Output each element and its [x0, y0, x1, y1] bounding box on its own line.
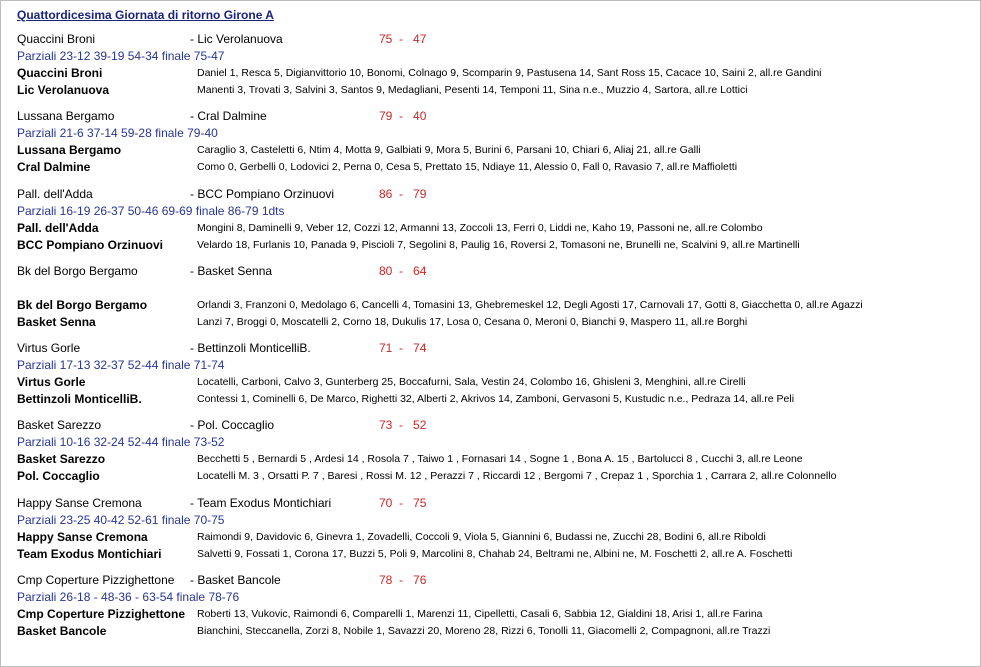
player-scores: Velardo 18, Furlanis 10, Panada 9, Piscioli 7, Segolini 8, Paulig 16, Roversi 2, Tomasoni ne, Brunelli ne, Scalvini 9, all.re Martinelli	[197, 239, 800, 251]
roster-team-name: Bk del Borgo Bergamo	[17, 298, 148, 312]
player-scores: Daniel 1, Resca 5, Digianvittorio 10, Bonomi, Colnago 9, Scomparin 9, Pastusena 14, Sant Ross 15, Cacace 10, Saini 2, all.re Gandini	[197, 67, 822, 79]
roster-team-name: Basket Sarezzo	[17, 452, 106, 466]
away-team-name: - Lic Verolanuova	[190, 32, 283, 46]
home-team-name: Basket Sarezzo	[17, 418, 102, 432]
home-team-name: Lussana Bergamo	[17, 109, 115, 123]
player-scores: Orlandi 3, Franzoni 0, Medolago 6, Cancelli 4, Tomasini 13, Ghebremeskel 12, Degli Agosti 17, Carnovali 17, Gotti 8, Giacchetta 0, all.re Agazzi	[197, 299, 863, 311]
match-block	[1, 263, 980, 340]
roster-team-name: Cral Dalmine	[17, 160, 91, 174]
roster-team-name: Team Exodus Montichiari	[17, 547, 162, 561]
away-team-name: - Bettinzoli MonticelliB.	[190, 341, 311, 355]
partial-scores: Parziali 10-16 32-24 52-44 finale 73-52	[17, 435, 225, 449]
away-team-name: - Pol. Coccaglio	[190, 418, 275, 432]
player-scores: Contessi 1, Cominelli 6, De Marco, Righetti 32, Alberti 2, Akrivos 14, Zamboni, Gervasoni 5, Kustudic n.e., Pedraza 14, all.re Peli	[197, 393, 795, 405]
player-scores: Locatelli, Carboni, Calvo 3, Gunterberg 25, Boccafurni, Sala, Vestin 24, Colombo 16, Ghisleni 3, Menghini, all.re Cirelli	[197, 376, 746, 388]
away-team-name: - Team Exodus Montichiari	[190, 496, 332, 510]
home-team-name: Virtus Gorle	[17, 341, 81, 355]
home-team-name: Pall. dell'Adda	[17, 187, 93, 201]
roster-team-name: Lic Verolanuova	[17, 83, 110, 97]
player-scores: Becchetti 5 , Bernardi 5 , Ardesi 14 , Rosola 7 , Taiwo 1 , Fornasari 14 , Sogne 1 , Bona A. 15 , Bartolucci 8 , Cucchi 3, all.re Leone	[197, 453, 803, 465]
partial-scores: Parziali 26-18 - 48-36 - 63-54 finale 78-76	[17, 590, 240, 604]
player-scores: Bianchini, Steccanella, Zorzi 8, Nobile 1, Savazzi 20, Moreno 28, Rizzi 6, Tonolli 11, Giacomelli 2, Compagnoni, all.re Trazzi	[197, 625, 771, 637]
away-team-name: - BCC Pompiano Orzinuovi	[190, 187, 335, 201]
roster-team-name: Pall. dell'Adda	[17, 221, 99, 235]
final-score: 78 - 76	[379, 573, 427, 587]
final-score: 80 - 64	[379, 264, 427, 278]
player-scores: Manenti 3, Trovati 3, Salvini 3, Santos 9, Medagliani, Pesenti 14, Temponi 11, Sina n.e., Muzzio 4, Sartora, all.re Lottici	[197, 84, 748, 96]
player-scores: Raimondi 9, Davidovic 6, Ginevra 1, Zovadelli, Coccoli 9, Viola 5, Giannini 6, Budassi ne, Zucchi 28, Bodini 6, all.re Riboldi	[197, 531, 766, 543]
partial-scores: Parziali 21-6 37-14 59-28 finale 79-40	[17, 126, 218, 140]
away-team-name: - Basket Senna	[190, 264, 273, 278]
home-team-name: Cmp Coperture Pizzighettone	[17, 573, 175, 587]
match-block	[1, 186, 980, 263]
player-scores: Caraglio 3, Casteletti 6, Ntim 4, Motta 9, Galbiati 9, Mora 5, Burini 6, Parsani 10, Chiari 6, Aliaj 21, all.re Galli	[197, 144, 701, 156]
home-team-name: Quaccini Broni	[17, 32, 96, 46]
partial-scores: Parziali 16-19 26-37 50-46 69-69 finale 86-79 1dts	[17, 204, 285, 218]
roster-team-name: Lussana Bergamo	[17, 143, 122, 157]
final-score: 70 - 75	[379, 496, 427, 510]
away-team-name: - Basket Bancole	[190, 573, 281, 587]
roster-team-name: Quaccini Broni	[17, 66, 103, 80]
match-block	[1, 495, 980, 572]
roster-team-name: Cmp Coperture Pizzighettone	[17, 607, 186, 621]
roster-team-name: Happy Sanse Cremona	[17, 530, 148, 544]
roster-team-name: Bettinzoli MonticelliB.	[17, 392, 142, 406]
final-score: 71 - 74	[379, 341, 427, 355]
final-score: 86 - 79	[379, 187, 427, 201]
player-scores: Mongini 8, Daminelli 9, Veber 12, Cozzi 12, Armanni 13, Zoccoli 13, Ferri 0, Liddi ne, Kaho 19, Passoni ne, all.re Colombo	[197, 222, 763, 234]
roster-team-name: Virtus Gorle	[17, 375, 86, 389]
roster-team-name: Basket Senna	[17, 315, 96, 329]
match-block	[1, 31, 980, 108]
match-block	[1, 572, 980, 649]
home-team-name: Bk del Borgo Bergamo	[17, 264, 138, 278]
roster-team-name: Pol. Coccaglio	[17, 469, 100, 483]
partial-scores: Parziali 17-13 32-37 52-44 finale 71-74	[17, 358, 225, 372]
partial-scores: Parziali 23-12 39-19 54-34 finale 75-47	[17, 49, 225, 63]
roster-team-name: Basket Bancole	[17, 624, 107, 638]
player-scores: Lanzi 7, Broggi 0, Moscatelli 2, Corno 18, Dukulis 17, Losa 0, Cesana 0, Meroni 0, Bianchi 9, Maspero 11, all.re Borghi	[197, 316, 748, 328]
away-team-name: - Cral Dalmine	[190, 109, 267, 123]
player-scores: Salvetti 9, Fossati 1, Corona 17, Buzzi 5, Poli 9, Marcolini 8, Chahab 24, Beltrami ne, Albini ne, M. Foschetti 2, all.re A. Foschetti	[197, 548, 793, 560]
roster-team-name: BCC Pompiano Orzinuovi	[17, 238, 164, 252]
home-team-name: Happy Sanse Cremona	[17, 496, 142, 510]
player-scores: Roberti 13, Vukovic, Raimondi 6, Comparelli 1, Marenzi 11, Cipelletti, Casali 6, Sabbia 12, Gialdini 18, Arisi 1, all.re Farina	[197, 608, 763, 620]
page-title[interactable]: Quattordicesima Giornata di ritorno Girone A	[17, 8, 274, 22]
final-score: 73 - 52	[379, 418, 427, 432]
match-block	[1, 417, 980, 494]
match-block	[1, 108, 980, 185]
player-scores: Como 0, Gerbelli 0, Lodovici 2, Perna 0, Cesa 5, Prettato 15, Ndiaye 11, Alessio 0, Fall 0, Ravasio 7, all.re Maffioletti	[197, 161, 738, 173]
final-score: 75 - 47	[379, 32, 427, 46]
player-scores: Locatelli M. 3 , Orsatti P. 7 , Baresi , Rossi M. 12 , Perazzi 7 , Riccardi 12 , Bergomi 7 , Crepaz 1 , Sporchia 1 , Carrara 2, all.re Colonnello	[197, 470, 837, 482]
match-block	[1, 340, 980, 417]
final-score: 79 - 40	[379, 109, 427, 123]
partial-scores: Parziali 23-25 40-42 52-61 finale 70-75	[17, 513, 225, 527]
